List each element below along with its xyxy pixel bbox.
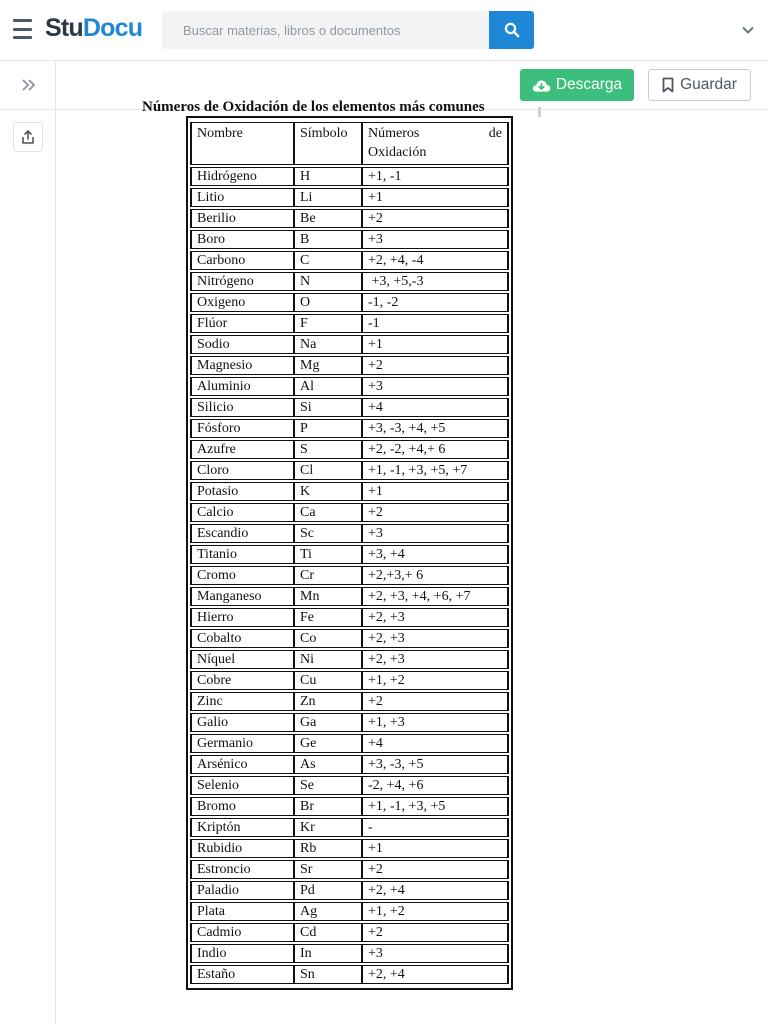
cell-nombre: Manganeso bbox=[190, 587, 294, 606]
search-bar bbox=[162, 11, 534, 49]
cell-simbolo: C bbox=[294, 251, 362, 270]
cell-simbolo: Kr bbox=[294, 818, 362, 837]
cell-oxidacion: +2 bbox=[362, 209, 509, 228]
cell-simbolo: S bbox=[294, 440, 362, 459]
double-chevron-right-icon[interactable] bbox=[20, 77, 38, 93]
cell-nombre: Cobalto bbox=[190, 629, 294, 648]
cell-nombre: Galio bbox=[190, 713, 294, 732]
cell-nombre: Hierro bbox=[190, 608, 294, 627]
menu-icon[interactable] bbox=[13, 19, 32, 39]
cell-oxidacion: -1, -2 bbox=[362, 293, 509, 312]
cell-simbolo: N bbox=[294, 272, 362, 291]
studocu-logo[interactable] bbox=[45, 14, 142, 43]
table-row bbox=[190, 860, 509, 879]
cell-oxidacion: +2, +4, -4 bbox=[362, 251, 509, 270]
text-cursor-marker bbox=[538, 107, 541, 117]
cell-simbolo: Ti bbox=[294, 545, 362, 564]
cell-nombre: Nitrógeno bbox=[190, 272, 294, 291]
cell-oxidacion: +2, -2, +4,+ 6 bbox=[362, 440, 509, 459]
cell-oxidacion: +2 bbox=[362, 356, 509, 375]
cell-oxidacion: +2,+3,+ 6 bbox=[362, 566, 509, 585]
cell-simbolo: B bbox=[294, 230, 362, 249]
cell-nombre: Fósforo bbox=[190, 419, 294, 438]
cell-oxidacion: +3 bbox=[362, 524, 509, 543]
cell-nombre: Flúor bbox=[190, 314, 294, 333]
cell-nombre: Cobre bbox=[190, 671, 294, 690]
cell-nombre: Berilio bbox=[190, 209, 294, 228]
table-row bbox=[190, 587, 509, 606]
cell-nombre: Boro bbox=[190, 230, 294, 249]
table-row bbox=[190, 293, 509, 312]
top-navbar bbox=[0, 0, 768, 61]
cell-nombre: Cadmio bbox=[190, 923, 294, 942]
cell-nombre: Rubidio bbox=[190, 839, 294, 858]
header-simbolo: Símbolo bbox=[294, 122, 362, 165]
cell-nombre: Aluminio bbox=[190, 377, 294, 396]
cell-oxidacion: +2 bbox=[362, 503, 509, 522]
cell-oxidacion: +1 bbox=[362, 482, 509, 501]
cell-oxidacion: +1, -1, +3, +5 bbox=[362, 797, 509, 816]
logo-part-docu: Docu bbox=[82, 14, 143, 42]
cell-nombre: Magnesio bbox=[190, 356, 294, 375]
table-row bbox=[190, 461, 509, 480]
cell-simbolo: Na bbox=[294, 335, 362, 354]
table-row bbox=[190, 734, 509, 753]
table-row bbox=[190, 923, 509, 942]
table-row bbox=[190, 797, 509, 816]
cell-simbolo: Mg bbox=[294, 356, 362, 375]
cell-simbolo: O bbox=[294, 293, 362, 312]
cell-simbolo: P bbox=[294, 419, 362, 438]
table-row bbox=[190, 650, 509, 669]
cell-oxidacion: +1, +2 bbox=[362, 902, 509, 921]
table-row bbox=[190, 944, 509, 963]
cell-oxidacion: +2, +3 bbox=[362, 629, 509, 648]
document-viewer bbox=[56, 99, 768, 1024]
cell-nombre: Níquel bbox=[190, 650, 294, 669]
cell-oxidacion: +3 bbox=[362, 377, 509, 396]
table-row bbox=[190, 839, 509, 858]
cell-nombre: Estroncio bbox=[190, 860, 294, 879]
cell-nombre: Cloro bbox=[190, 461, 294, 480]
cell-oxidacion: +1, -1, +3, +5, +7 bbox=[362, 461, 509, 480]
table-row bbox=[190, 713, 509, 732]
cell-simbolo: Co bbox=[294, 629, 362, 648]
cell-nombre: Paladio bbox=[190, 881, 294, 900]
cell-nombre: Litio bbox=[190, 188, 294, 207]
cell-oxidacion: +1, +2 bbox=[362, 671, 509, 690]
document-title: Números de Oxidación de los elementos más comunes bbox=[142, 99, 485, 115]
table-row bbox=[190, 902, 509, 921]
cell-nombre: Germanio bbox=[190, 734, 294, 753]
cell-simbolo: Sn bbox=[294, 965, 362, 984]
download-label: Descarga bbox=[555, 76, 623, 93]
cell-oxidacion: +2, +3 bbox=[362, 650, 509, 669]
table-row bbox=[190, 440, 509, 459]
table-row bbox=[190, 671, 509, 690]
cell-oxidacion: +2, +3 bbox=[362, 608, 509, 627]
header-nombre: Nombre bbox=[190, 122, 294, 165]
cell-oxidacion: -2, +4, +6 bbox=[362, 776, 509, 795]
table-row bbox=[190, 230, 509, 249]
cell-nombre: Calcio bbox=[190, 503, 294, 522]
search-button[interactable] bbox=[489, 11, 534, 49]
cell-oxidacion: +2, +4 bbox=[362, 965, 509, 984]
cell-nombre: Carbono bbox=[190, 251, 294, 270]
cell-oxidacion: +2 bbox=[362, 923, 509, 942]
search-input[interactable] bbox=[162, 11, 503, 49]
chevron-down-icon[interactable] bbox=[740, 22, 756, 38]
oxidation-table bbox=[190, 120, 509, 986]
table-row bbox=[190, 482, 509, 501]
cell-simbolo: K bbox=[294, 482, 362, 501]
cell-oxidacion: +2 bbox=[362, 692, 509, 711]
cell-oxidacion: +4 bbox=[362, 398, 509, 417]
cell-oxidacion: +2 bbox=[362, 860, 509, 879]
table-row bbox=[190, 608, 509, 627]
header-numeros: Números bbox=[368, 126, 420, 141]
cell-simbolo: Cu bbox=[294, 671, 362, 690]
header-de: de bbox=[488, 126, 502, 141]
cell-nombre: Hidrógeno bbox=[190, 167, 294, 186]
table-row bbox=[190, 251, 509, 270]
cell-oxidacion: +1, -1 bbox=[362, 167, 509, 186]
cell-simbolo: Ni bbox=[294, 650, 362, 669]
cell-nombre: Oxigeno bbox=[190, 293, 294, 312]
table-row bbox=[190, 377, 509, 396]
cell-simbolo: Ga bbox=[294, 713, 362, 732]
cell-nombre: Azufre bbox=[190, 440, 294, 459]
table-row bbox=[190, 167, 509, 186]
cell-nombre: Plata bbox=[190, 902, 294, 921]
share-icon bbox=[21, 129, 35, 145]
cell-nombre: Sodio bbox=[190, 335, 294, 354]
rail-divider bbox=[0, 109, 55, 110]
cell-nombre: Potasio bbox=[190, 482, 294, 501]
table-row bbox=[190, 314, 509, 333]
cloud-download-icon bbox=[532, 78, 551, 93]
table-row bbox=[190, 566, 509, 585]
cell-nombre: Estaño bbox=[190, 965, 294, 984]
cell-nombre: Titanio bbox=[190, 545, 294, 564]
logo-part-stu: Stu bbox=[45, 14, 83, 42]
cell-oxidacion: +1 bbox=[362, 839, 509, 858]
cell-oxidacion: +1, +3 bbox=[362, 713, 509, 732]
cell-nombre: Zinc bbox=[190, 692, 294, 711]
table-row bbox=[190, 335, 509, 354]
table-row bbox=[190, 629, 509, 648]
save-label: Guardar bbox=[680, 76, 737, 93]
cell-oxidacion: -1 bbox=[362, 314, 509, 333]
cell-nombre: Selenio bbox=[190, 776, 294, 795]
cell-simbolo: Si bbox=[294, 398, 362, 417]
search-icon bbox=[504, 22, 520, 38]
cell-oxidacion: - bbox=[362, 818, 509, 837]
header-numeros-oxidacion bbox=[362, 122, 509, 165]
table-row bbox=[190, 776, 509, 795]
table-row bbox=[190, 524, 509, 543]
cell-nombre: Indio bbox=[190, 944, 294, 963]
cell-oxidacion: +3 bbox=[362, 230, 509, 249]
download-button[interactable] bbox=[520, 69, 634, 101]
table-row bbox=[190, 503, 509, 522]
table-row bbox=[190, 356, 509, 375]
cell-simbolo: Cl bbox=[294, 461, 362, 480]
cell-oxidacion: +3, -3, +5 bbox=[362, 755, 509, 774]
table-row bbox=[190, 755, 509, 774]
cell-nombre: Silicio bbox=[190, 398, 294, 417]
cell-simbolo: In bbox=[294, 944, 362, 963]
cell-nombre: Arsénico bbox=[190, 755, 294, 774]
cell-simbolo: Cd bbox=[294, 923, 362, 942]
table-row bbox=[190, 881, 509, 900]
cell-oxidacion: +2, +3, +4, +6, +7 bbox=[362, 587, 509, 606]
table-row bbox=[190, 272, 509, 291]
cell-simbolo: Ag bbox=[294, 902, 362, 921]
table-row bbox=[190, 545, 509, 564]
cell-simbolo: Ca bbox=[294, 503, 362, 522]
cell-simbolo: H bbox=[294, 167, 362, 186]
table-row bbox=[190, 188, 509, 207]
cell-oxidacion: +1 bbox=[362, 188, 509, 207]
left-rail bbox=[0, 61, 56, 1024]
oxidation-table-frame bbox=[186, 116, 513, 990]
cell-oxidacion: +1 bbox=[362, 335, 509, 354]
save-button[interactable] bbox=[648, 69, 751, 101]
bookmark-icon bbox=[662, 77, 674, 93]
cell-oxidacion: +4 bbox=[362, 734, 509, 753]
cell-oxidacion: +3, +5,-3 bbox=[362, 272, 509, 291]
cell-simbolo: Cr bbox=[294, 566, 362, 585]
cell-simbolo: Pd bbox=[294, 881, 362, 900]
table-row bbox=[190, 692, 509, 711]
table-row bbox=[190, 818, 509, 837]
cell-oxidacion: +2, +4 bbox=[362, 881, 509, 900]
cell-simbolo: Li bbox=[294, 188, 362, 207]
table-row bbox=[190, 398, 509, 417]
cell-simbolo: Ge bbox=[294, 734, 362, 753]
cell-simbolo: Be bbox=[294, 209, 362, 228]
cell-nombre: Bromo bbox=[190, 797, 294, 816]
cell-simbolo: Mn bbox=[294, 587, 362, 606]
cell-nombre: Escandio bbox=[190, 524, 294, 543]
cell-nombre: Kriptón bbox=[190, 818, 294, 837]
cell-simbolo: Sc bbox=[294, 524, 362, 543]
share-button[interactable] bbox=[13, 122, 43, 152]
cell-simbolo: Al bbox=[294, 377, 362, 396]
table-row bbox=[190, 209, 509, 228]
cell-simbolo: Sr bbox=[294, 860, 362, 879]
table-header-row bbox=[190, 122, 509, 165]
cell-oxidacion: +3 bbox=[362, 944, 509, 963]
cell-simbolo: F bbox=[294, 314, 362, 333]
cell-simbolo: Fe bbox=[294, 608, 362, 627]
cell-simbolo: As bbox=[294, 755, 362, 774]
cell-simbolo: Se bbox=[294, 776, 362, 795]
table-row bbox=[190, 965, 509, 984]
cell-oxidacion: +3, -3, +4, +5 bbox=[362, 419, 509, 438]
cell-nombre: Cromo bbox=[190, 566, 294, 585]
cell-simbolo: Rb bbox=[294, 839, 362, 858]
cell-simbolo: Br bbox=[294, 797, 362, 816]
header-oxidacion: Oxidación bbox=[368, 145, 427, 160]
cell-oxidacion: +3, +4 bbox=[362, 545, 509, 564]
table-row bbox=[190, 419, 509, 438]
cell-simbolo: Zn bbox=[294, 692, 362, 711]
